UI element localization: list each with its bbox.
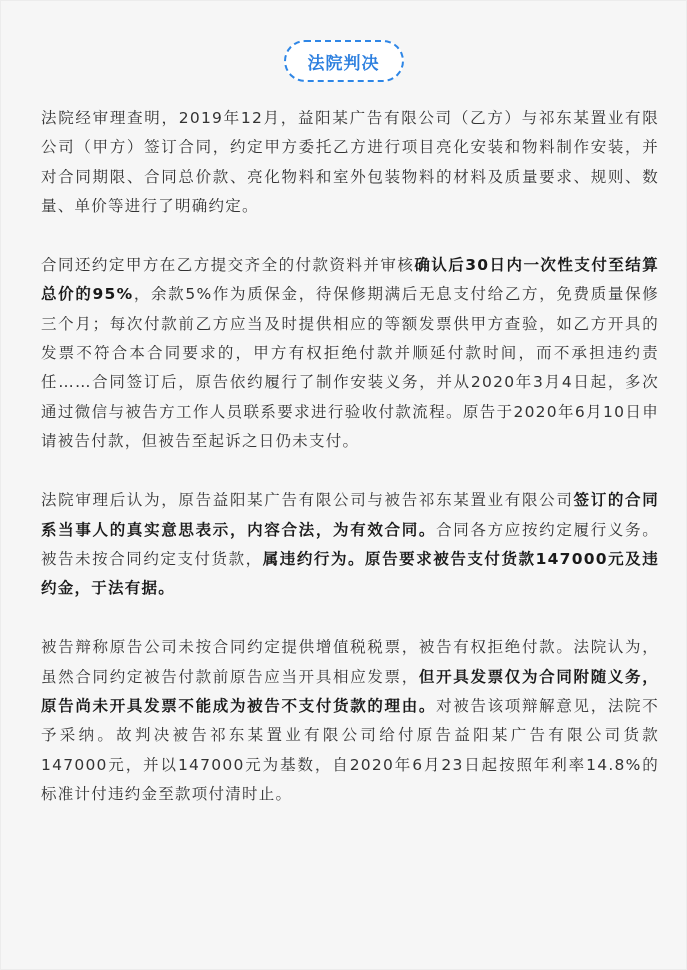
title-badge <box>284 40 404 82</box>
paragraph-text: 被告辩称原告公司未按合同约定提供增值税税票，被告有权拒绝付款。法院认为，虽然合同约定被告付款前原告应当开具相应发票， <box>41 638 659 686</box>
paragraph-text: ，余款5%作为质保金，待保修期满后无息支付给乙方，免费质量保修三个月；每次付款前乙方应当及时提供相应的等额发票供甲方查验，如乙方开具的发票不符合本合同要求的，甲方有权拒绝付款并顺延付款时间，而不承担违约责任……合同签订后，原告依约履行了制作安装义务，并从2020年3月4日起，多次通过微信与被告方工作人员联系要求进行验收付款流程。原告于2020年6月10日申请被告付款，但被告至起诉之日仍未支付。 <box>41 285 660 450</box>
body-paragraph <box>41 251 659 456</box>
emphasized-text: 签订的合同系当事人的真实意思表示，内容合法，为有效合同。 <box>41 491 659 539</box>
body-paragraph <box>41 633 659 809</box>
body-paragraph <box>41 486 659 603</box>
article-body <box>41 104 659 839</box>
body-paragraph <box>41 104 659 221</box>
emphasized-text: 属违约行为。原告要求被告支付货款147000元及违约金，于法有据。 <box>41 549 659 598</box>
section-header <box>1 40 686 82</box>
emphasized-text: 但开具发票仅为合同附随义务，原告尚未开具发票不能成为被告不支付货款的理由。 <box>41 667 659 716</box>
paragraph-text: 法院经审理查明，2019年12月，益阳某广告有限公司（乙方）与祁东某置业有限公司（甲方）签订合同，约定甲方委托乙方进行项目亮化安装和物料制作安装，并对合同期限、合同总价款、亮化物料和室外包装物料的材料及质量要求、规则、数量、单价等进行了明确约定。 <box>41 109 659 215</box>
paragraph-text: 法院审理后认为，原告益阳某广告有限公司与被告祁东某置业有限公司 <box>41 491 574 510</box>
paragraph-text: 合同还约定甲方在乙方提交齐全的付款资料并审核 <box>41 256 415 275</box>
section-title: 法院判决 <box>307 53 380 74</box>
paragraph-text: 合同各方应按约定履行义务。被告未按合同约定支付货款， <box>41 520 659 568</box>
emphasized-text: 确认后30日内一次性支付至结算总价的95% <box>41 256 659 304</box>
paragraph-text: 对被告该项辩解意见，法院不予采纳。故判决被告祁东某置业有限公司给付原告益阳某广告有限公司货款147000元，并以147000元为基数，自2020年6月23日起按照年利率14.8%的标准计付违约金至款项付清时止。 <box>41 697 659 803</box>
